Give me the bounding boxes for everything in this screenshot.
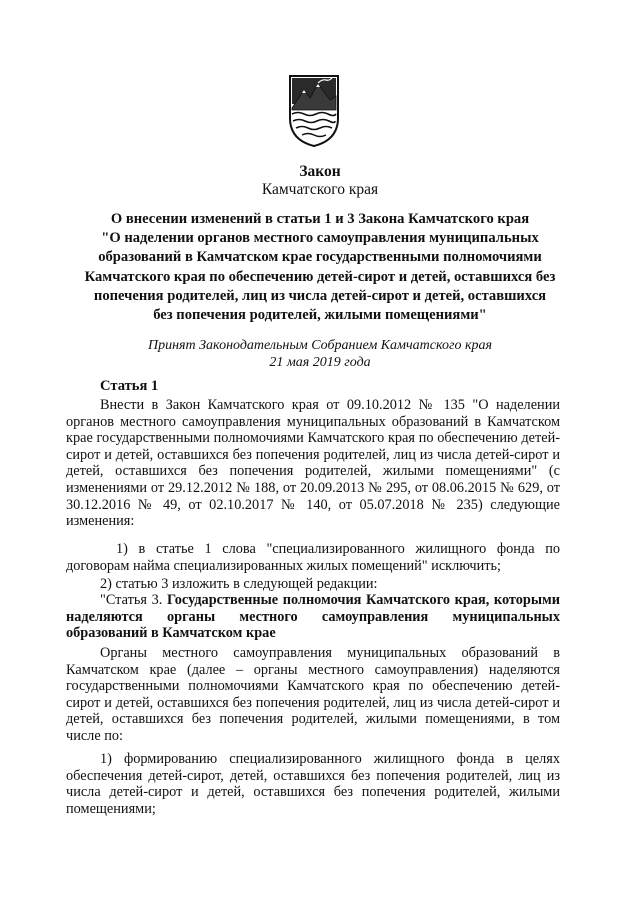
article-3-number: "Статья 3.	[100, 592, 163, 608]
article-3-heading	[66, 592, 560, 642]
article-paragraph: 2) статью 3 изложить в следующей редакции:	[100, 576, 378, 592]
article-3-title: Государственные полномочия Камчатского края, которыми наделяются органы местного самоуправления муниципальных образований в Камчатском крае	[66, 592, 560, 642]
law-heading-line: образований в Камчатском крае государственными полномочиями	[98, 249, 542, 266]
law-heading	[60, 210, 580, 325]
adoption-date: 21 мая 2019 года	[269, 355, 371, 370]
adoption-note	[60, 337, 580, 371]
law-subtitle: Камчатского края	[261, 181, 379, 198]
article-title: Статья 1	[100, 378, 159, 394]
article-paragraph: 1) формированию специализированного жилищного фонда в целях обеспечения детей-сирот, детей, оставшихся без попечения родителей, лиц из числа детей-сирот и детей, оставшихся без попечения родителей, жилыми помещениями;	[66, 751, 560, 817]
law-heading-line: "О наделении органов местного самоуправления муниципальных	[101, 230, 539, 247]
law-heading-line: О внесении изменений в статьи 1 и 3 Закона Камчатского края	[110, 211, 530, 227]
adoption-body: Принят Законодательным Собранием Камчатского края	[147, 338, 493, 353]
law-heading-line: Камчатского края по обеспечению детей-сирот и детей, оставшихся без	[84, 268, 556, 285]
article-paragraph: Органы местного самоуправления муниципальных образований в Камчатском крае (далее – органы местного самоуправления) наделяются государственными полномочиями Камчатского края по обеспечению детей-сирот и детей, оставшихся без попечения родителей, лиц из числа детей-сирот и детей, оставшихся без попечения родителей, жилыми помещениями, в том числе по:	[66, 645, 560, 744]
law-heading-line: без попечения родителей, жилыми помещениями"	[153, 307, 487, 324]
article-paragraph: Внести в Закон Камчатского края от 09.10.2012 № 135 "О наделении органов местного самоуправления муниципальных образований в Камчатском крае государственными полномочиями Камчатского края по обеспечению детей-сирот и детей, оставшихся без попечения родителей, лиц из числа детей-сирот и детей, оставшихся без попечения родителей, жилыми помещениями" (с изменениями от 29.12.2012 № 188, от 20.09.2013 № 295, от 08.06.2015 № 629, от 30.12.2016 № 49, от 02.10.2017 № 140, от 05.07.2018 № 235) следующие изменения:	[66, 397, 560, 530]
kamchatka-coat-of-arms-icon	[288, 74, 340, 148]
article-paragraph: 1) в статье 1 слова "специализированного жилищного фонда по договорам найма специализированных жилых помещений" исключить;	[66, 541, 560, 574]
law-title: Закон	[299, 163, 341, 180]
law-heading-line: попечения родителей, лиц из числа детей-сирот и детей, оставшихся	[93, 287, 547, 304]
